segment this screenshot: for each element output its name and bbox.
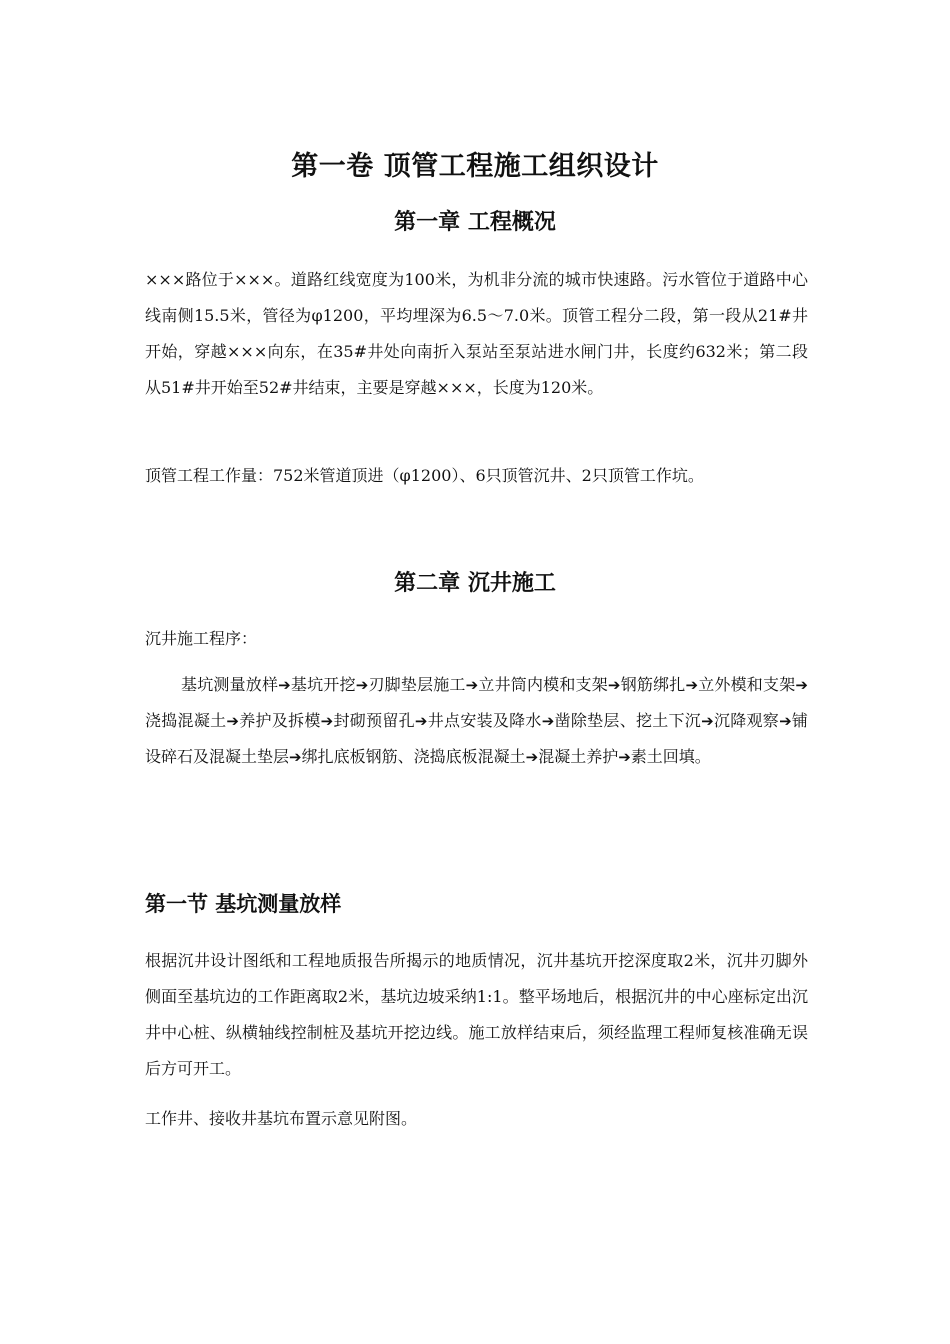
right-arrow-icon: ➔ [541,712,555,730]
procedure-step: 基坑开挖 [290,675,356,694]
right-arrow-icon: ➔ [465,676,479,694]
right-arrow-icon: ➔ [779,712,792,730]
chapter-1-title: 第一章 工程概况 [394,210,556,235]
procedure-step: 绑扎底板钢筋、浇捣底板混凝土 [301,747,526,766]
right-arrow-icon: ➔ [355,676,369,694]
right-arrow-icon: ➔ [320,712,334,730]
right-arrow-icon: ➔ [414,712,428,730]
procedure-step: 浇捣混凝土 [145,711,227,730]
section-1-title: 第一节 基坑测量放样 [145,892,342,916]
chapter-2-title: 第二章 沉井施工 [394,571,556,596]
procedure-step: 封砌预留孔 [333,711,415,730]
procedure-step: 刃脚垫层施工 [368,675,466,694]
procedure-step: 凿除垫层、挖土下沉 [554,711,702,730]
procedure-step: 沉降观察 [713,711,780,730]
procedure-step: 立井筒内模和支架 [478,675,608,694]
right-arrow-icon: ➔ [525,748,539,766]
right-arrow-icon: ➔ [701,712,714,730]
procedure-step: 钢筋绑扎 [620,675,686,694]
procedure-step: 素土回填。 [630,747,711,766]
right-arrow-icon: ➔ [607,676,621,694]
procedure-label: 沉井施工程序： [145,629,258,648]
right-arrow-icon: ➔ [278,676,291,694]
chapter-1-paragraph-2: 顶管工程工作量：752米管道顶进（φ1200）、6只顶管沉井、2只顶管工作坑。 [145,466,704,485]
procedure-step: 养护及拆模 [238,711,321,730]
right-arrow-icon: ➔ [685,676,699,694]
right-arrow-icon: ➔ [795,676,808,694]
procedure-step: 基坑测量放样 [181,675,279,694]
right-arrow-icon: ➔ [226,712,239,730]
procedure-steps [145,667,808,775]
procedure-step: 井点安装及降水 [427,711,542,730]
right-arrow-icon: ➔ [289,748,302,766]
volume-title: 第一卷 顶管工程施工组织设计 [291,151,659,182]
procedure-step: 铺设碎石及混凝土垫层 [145,711,808,766]
right-arrow-icon: ➔ [618,748,631,766]
section-1-paragraph-2: 工作井、接收井基坑布置示意见附图。 [145,1109,418,1128]
chapter-1-paragraph-1: ×××路位于×××。道路红线宽度为100米，为机非分流的城市快速路。污水管位于道路中心线南侧15.5米，管径为φ1200，平均埋深为6.5～7.0米。顶管工程分二段，第一段从21#井开始，穿越×××向东，在35#井处向南折入泵站至泵站进水闸门井，长度约632米；第二段从51#井开始至52#井结束，主要是穿越×××，长度为120米。 [145,270,808,397]
procedure-step: 立外模和支架 [698,675,796,694]
procedure-step: 混凝土养护 [538,747,619,766]
section-1-paragraph-1: 根据沉井设计图纸和工程地质报告所揭示的地质情况，沉井基坑开挖深度取2米，沉井刃脚外侧面至基坑边的工作距离取2米，基坑边坡采纳1:1。整平场地后，根据沉井的中心座标定出沉井中心桩、纵横轴线控制桩及基坑开挖边线。施工放样结束后，须经监理工程师复核准确无误后方可开工。 [145,951,808,1078]
